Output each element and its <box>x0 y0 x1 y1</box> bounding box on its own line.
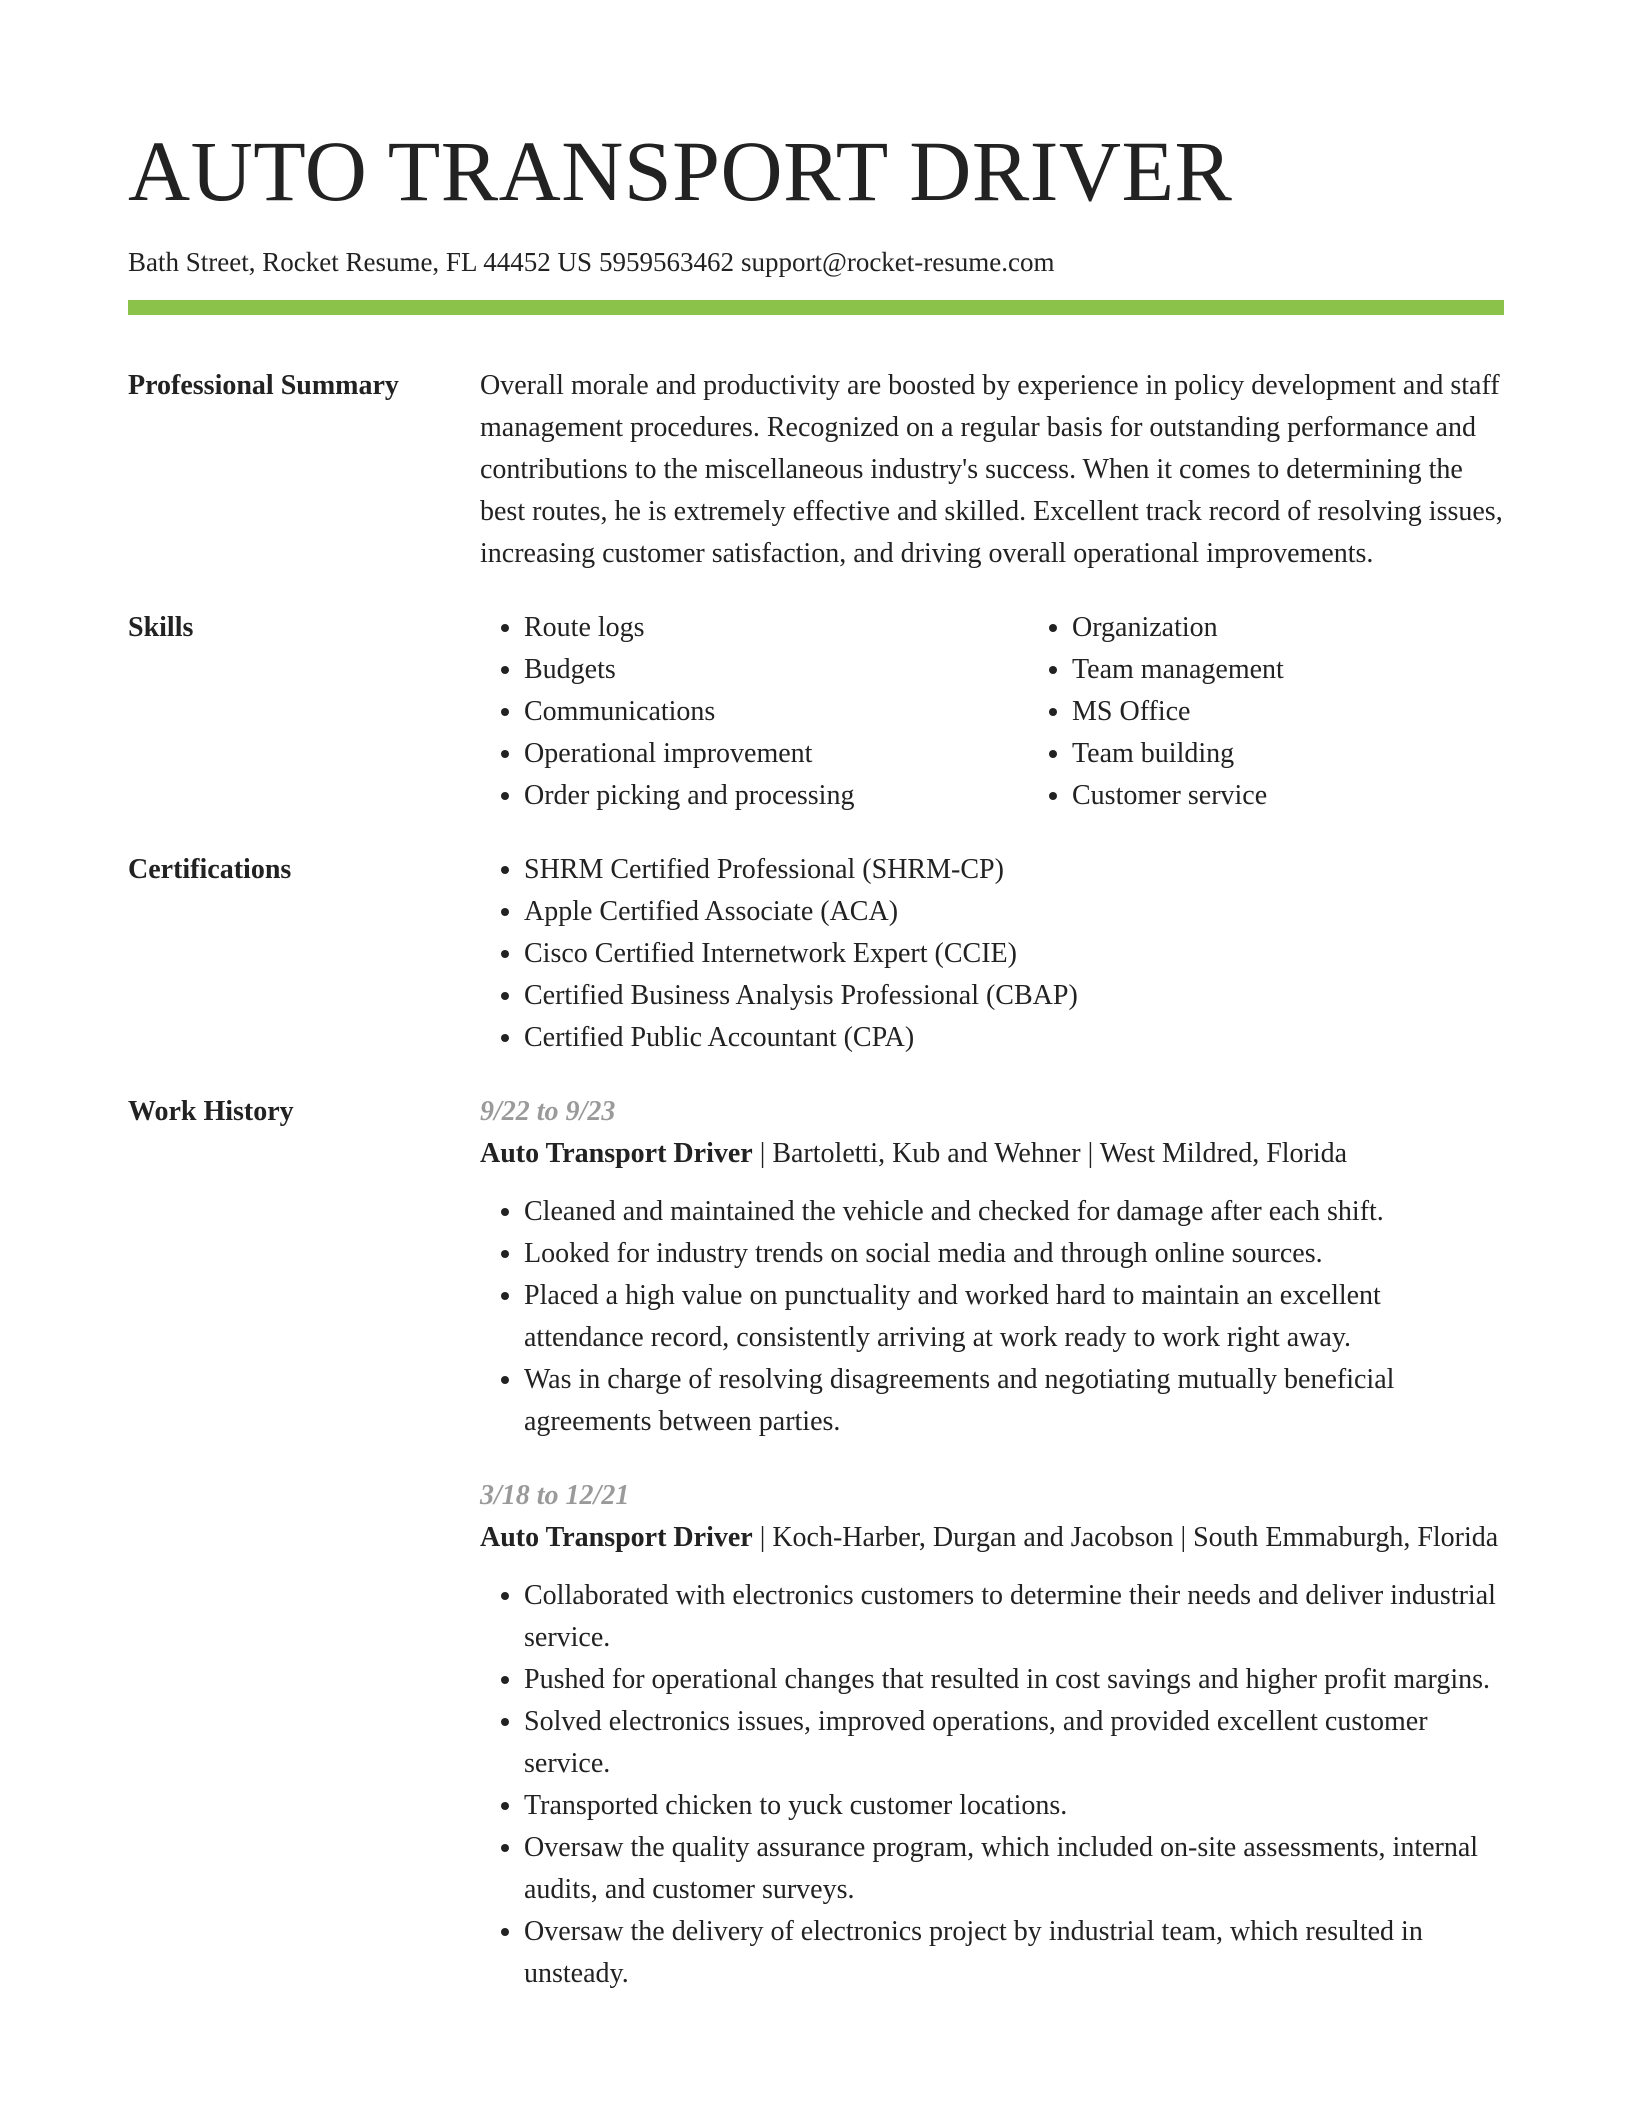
job-location: South Emmaburgh, Florida <box>1193 1522 1499 1553</box>
skill-item: • Customer service <box>1072 775 1576 817</box>
job-bullets <box>480 1575 1504 1995</box>
skills-list-left <box>480 607 1028 817</box>
skill-item: • Communications <box>524 691 1028 733</box>
job-bullet: • Cleaned and maintained the vehicle and checked for damage after each shift. <box>524 1191 1504 1233</box>
job-title: Auto Transport Driver <box>480 1138 753 1169</box>
contact-email: support@rocket-resume.com <box>740 247 1055 277</box>
job-bullet: • Solved electronics issues, improved operations, and provided excellent customer service. <box>524 1701 1504 1785</box>
certifications-heading: Certifications <box>128 854 292 885</box>
certifications-section <box>128 849 1504 1059</box>
job-dates: 9/22 to 9/23 <box>480 1096 616 1127</box>
job-bullet: • Collaborated with electronics customers to determine their needs and deliver industrial service. <box>524 1575 1504 1659</box>
skills-heading: Skills <box>128 612 194 643</box>
contact-phone: 5959563462 <box>598 247 734 277</box>
skill-item: • Budgets <box>524 649 1028 691</box>
job-title: Auto Transport Driver <box>480 1522 753 1553</box>
skill-item: • Route logs <box>524 607 1028 649</box>
skill-item: • Organization <box>1072 607 1576 649</box>
skills-columns <box>480 607 1576 817</box>
skill-item: • MS Office <box>1072 691 1576 733</box>
job-entry <box>480 1475 1504 1995</box>
job-company: Koch-Harber, Durgan and Jacobson <box>772 1522 1174 1553</box>
job-location: West Mildred, Florida <box>1099 1138 1348 1169</box>
summary-section <box>128 365 1504 575</box>
job-entry <box>480 1091 1504 1443</box>
contact-address: Bath Street, Rocket Resume, FL 44452 US <box>128 247 592 277</box>
certifications-list <box>480 849 1504 1059</box>
job-bullet: • Oversaw the delivery of electronics project by industrial team, which resulted in unsteady. <box>524 1911 1504 1995</box>
job-bullet: • Placed a high value on punctuality and worked hard to maintain an excellent attendance record, consistently arriving at work ready to work right away. <box>524 1275 1504 1359</box>
certification-item: • Cisco Certified Internetwork Expert (CCIE) <box>524 933 1504 975</box>
job-heading <box>480 1517 1504 1559</box>
work-history-heading: Work History <box>128 1096 294 1127</box>
work-history-body <box>480 1091 1504 1995</box>
resume-name: AUTO TRANSPORT DRIVER <box>128 123 1233 219</box>
job-bullet: • Looked for industry trends on social media and through online sources. <box>524 1233 1504 1275</box>
skills-list-right <box>1028 607 1576 817</box>
job-separator: | <box>1180 1522 1187 1553</box>
job-bullet: • Was in charge of resolving disagreements and negotiating mutually beneficial agreements between parties. <box>524 1359 1504 1443</box>
skills-section <box>128 607 1504 817</box>
certification-item: • SHRM Certified Professional (SHRM-CP) <box>524 849 1504 891</box>
certifications-body <box>480 849 1504 1059</box>
job-heading <box>480 1133 1504 1175</box>
job-bullet: • Transported chicken to yuck customer locations. <box>524 1785 1504 1827</box>
contact-line <box>128 244 1504 280</box>
job-separator: | <box>1087 1138 1094 1169</box>
certification-item: • Certified Business Analysis Professional (CBAP) <box>524 975 1504 1017</box>
job-bullet: • Oversaw the quality assurance program, which included on-site assessments, internal audits, and customer surveys. <box>524 1827 1504 1911</box>
job-company: Bartoletti, Kub and Wehner <box>772 1138 1081 1169</box>
job-separator: | <box>759 1138 766 1169</box>
skill-item: • Operational improvement <box>524 733 1028 775</box>
summary-heading: Professional Summary <box>128 370 399 401</box>
job-dates: 3/18 to 12/21 <box>480 1480 630 1511</box>
job-bullets <box>480 1191 1504 1443</box>
certification-item: • Apple Certified Associate (ACA) <box>524 891 1504 933</box>
header-divider <box>128 300 1504 315</box>
skill-item: • Order picking and processing <box>524 775 1028 817</box>
certification-item: • Certified Public Accountant (CPA) <box>524 1017 1504 1059</box>
job-bullet: • Pushed for operational changes that resulted in cost savings and higher profit margins. <box>524 1659 1504 1701</box>
work-history-section <box>128 1091 1504 1995</box>
summary-text: Overall morale and productivity are boosted by experience in policy development and staff management procedures. Recognized on a regular basis for outstanding performance and contributions to the miscellaneous industry's success. When it comes to determining the best routes, he is extremely effective and skilled. Excellent track record of resolving issues, increasing customer satisfaction, and driving overall operational improvements. <box>480 370 1503 569</box>
job-separator: | <box>759 1522 766 1553</box>
skill-item: • Team building <box>1072 733 1576 775</box>
skill-item: • Team management <box>1072 649 1576 691</box>
